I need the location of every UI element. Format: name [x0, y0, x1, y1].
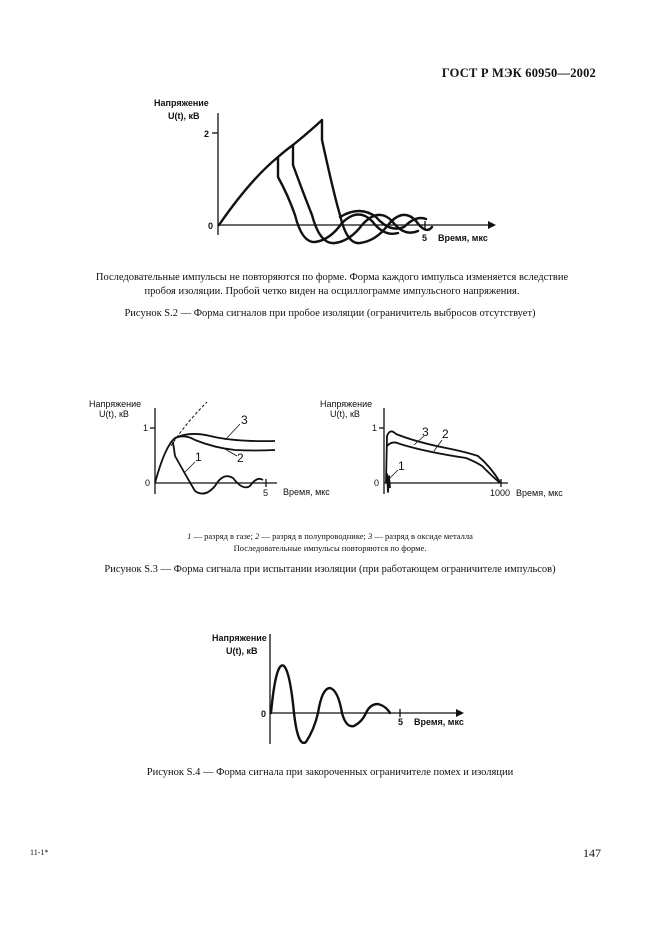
s3l-ylabel-line2: U(t), кВ [99, 409, 129, 419]
s3-legend [100, 530, 560, 554]
s2-note [70, 271, 594, 299]
s3r-tick-label-0: 0 [374, 478, 380, 488]
s3r-curve-1 [386, 474, 390, 492]
s3r-tick-label-1000: 1000 [490, 488, 511, 498]
s4-ylabel-line1: Напряжение [212, 633, 267, 643]
s4-tick-label-5: 5 [398, 717, 404, 727]
s3-caption: Рисунок S.3 — Форма сигнала при испытании изоляции (при работающем ограничителе импульсов) [104, 564, 556, 575]
s3r-ylabel-line2: U(t), кВ [330, 409, 360, 419]
s3-legend-n1: 1 [187, 531, 192, 541]
s3l-unlimited-dashed [171, 402, 207, 446]
s2-impulse-4 [340, 211, 426, 229]
s3-legend-n3: 3 [368, 531, 373, 541]
s3l-tick-label-1: 1 [143, 423, 149, 433]
s3l-curve-label-3: 3 [241, 413, 248, 427]
s3-legend-t2: — разряд в полупроводнике; [259, 531, 368, 541]
s2-impulse-1 [219, 157, 398, 242]
s2-tick-label-5: 5 [422, 233, 428, 243]
s2-x-axis-arrow [488, 221, 496, 229]
figure-s3-right-plot [316, 396, 576, 506]
s3r-curve-label-2: 2 [442, 427, 449, 441]
s4-xlabel: Время, мкс [414, 717, 464, 727]
s2-tick-label-2: 2 [204, 129, 210, 139]
s3-legend-t3: — разряд в оксиде металла [372, 531, 473, 541]
s3-legend-line2: Последовательные импульсы повторяются по форме. [233, 543, 427, 553]
s3l-curve-3 [155, 434, 275, 483]
document-header: ГОСТ Р МЭК 60950—2002 [441, 66, 596, 80]
figure-s3-left-plot [85, 396, 330, 506]
s2-note-line2: пробоя изоляции. Пробой четко виден на осциллограмме импульсного напряжения. [144, 286, 520, 297]
s4-tick-label-0: 0 [261, 709, 267, 719]
s4-damped-oscillation [271, 665, 390, 742]
s3r-curve-label-3: 3 [422, 425, 429, 439]
s3l-curve-label-1: 1 [195, 450, 202, 464]
s3r-tick-label-1: 1 [372, 423, 378, 433]
s3-legend-line1 [100, 530, 560, 542]
s3l-tick-label-5: 5 [263, 488, 269, 498]
s3l-tick-label-0: 0 [145, 478, 151, 488]
figure-s4-plot [210, 630, 480, 755]
s3r-ylabel-line1: Напряжение [320, 399, 373, 409]
s2-note-line1: Последовательные импульсы не повторяются по форме. Форма каждого импульса изменяется вследствие [95, 272, 569, 283]
s4-ylabel-line2: U(t), кВ [226, 646, 258, 656]
s3r-curve-label-1: 1 [398, 459, 405, 473]
s3-legend-t1: — разряд в газе; [191, 531, 256, 541]
s2-ylabel-line1: Напряжение [154, 98, 209, 108]
s3l-curve-label-2: 2 [237, 451, 244, 465]
footer-signature: 11-1* [30, 848, 49, 857]
s4-caption: Рисунок S.4 — Форма сигнала при закороченных ограничителе помех и изоляции [146, 767, 514, 778]
s4-x-axis-arrow [456, 709, 464, 717]
s2-tick-label-0: 0 [208, 221, 214, 231]
s3r-xlabel: Время, мкс [516, 488, 563, 498]
s3l-leader-3 [225, 424, 240, 440]
figure-s2-plot [150, 95, 500, 250]
s3l-leader-1 [185, 462, 195, 472]
s2-caption: Рисунок S.2 — Форма сигналов при пробое изоляции (ограничитель выбросов отсутствует) [124, 308, 536, 319]
s3l-ylabel-line1: Напряжение [89, 399, 142, 409]
s3l-xlabel: Время, мкс [283, 487, 330, 497]
s2-xlabel: Время, мкс [438, 233, 488, 243]
s2-ylabel-line2: U(t), кВ [168, 111, 200, 121]
s3-legend-n2: 2 [255, 531, 260, 541]
page-number: 147 [583, 846, 601, 860]
s3r-leader-1 [390, 470, 398, 478]
